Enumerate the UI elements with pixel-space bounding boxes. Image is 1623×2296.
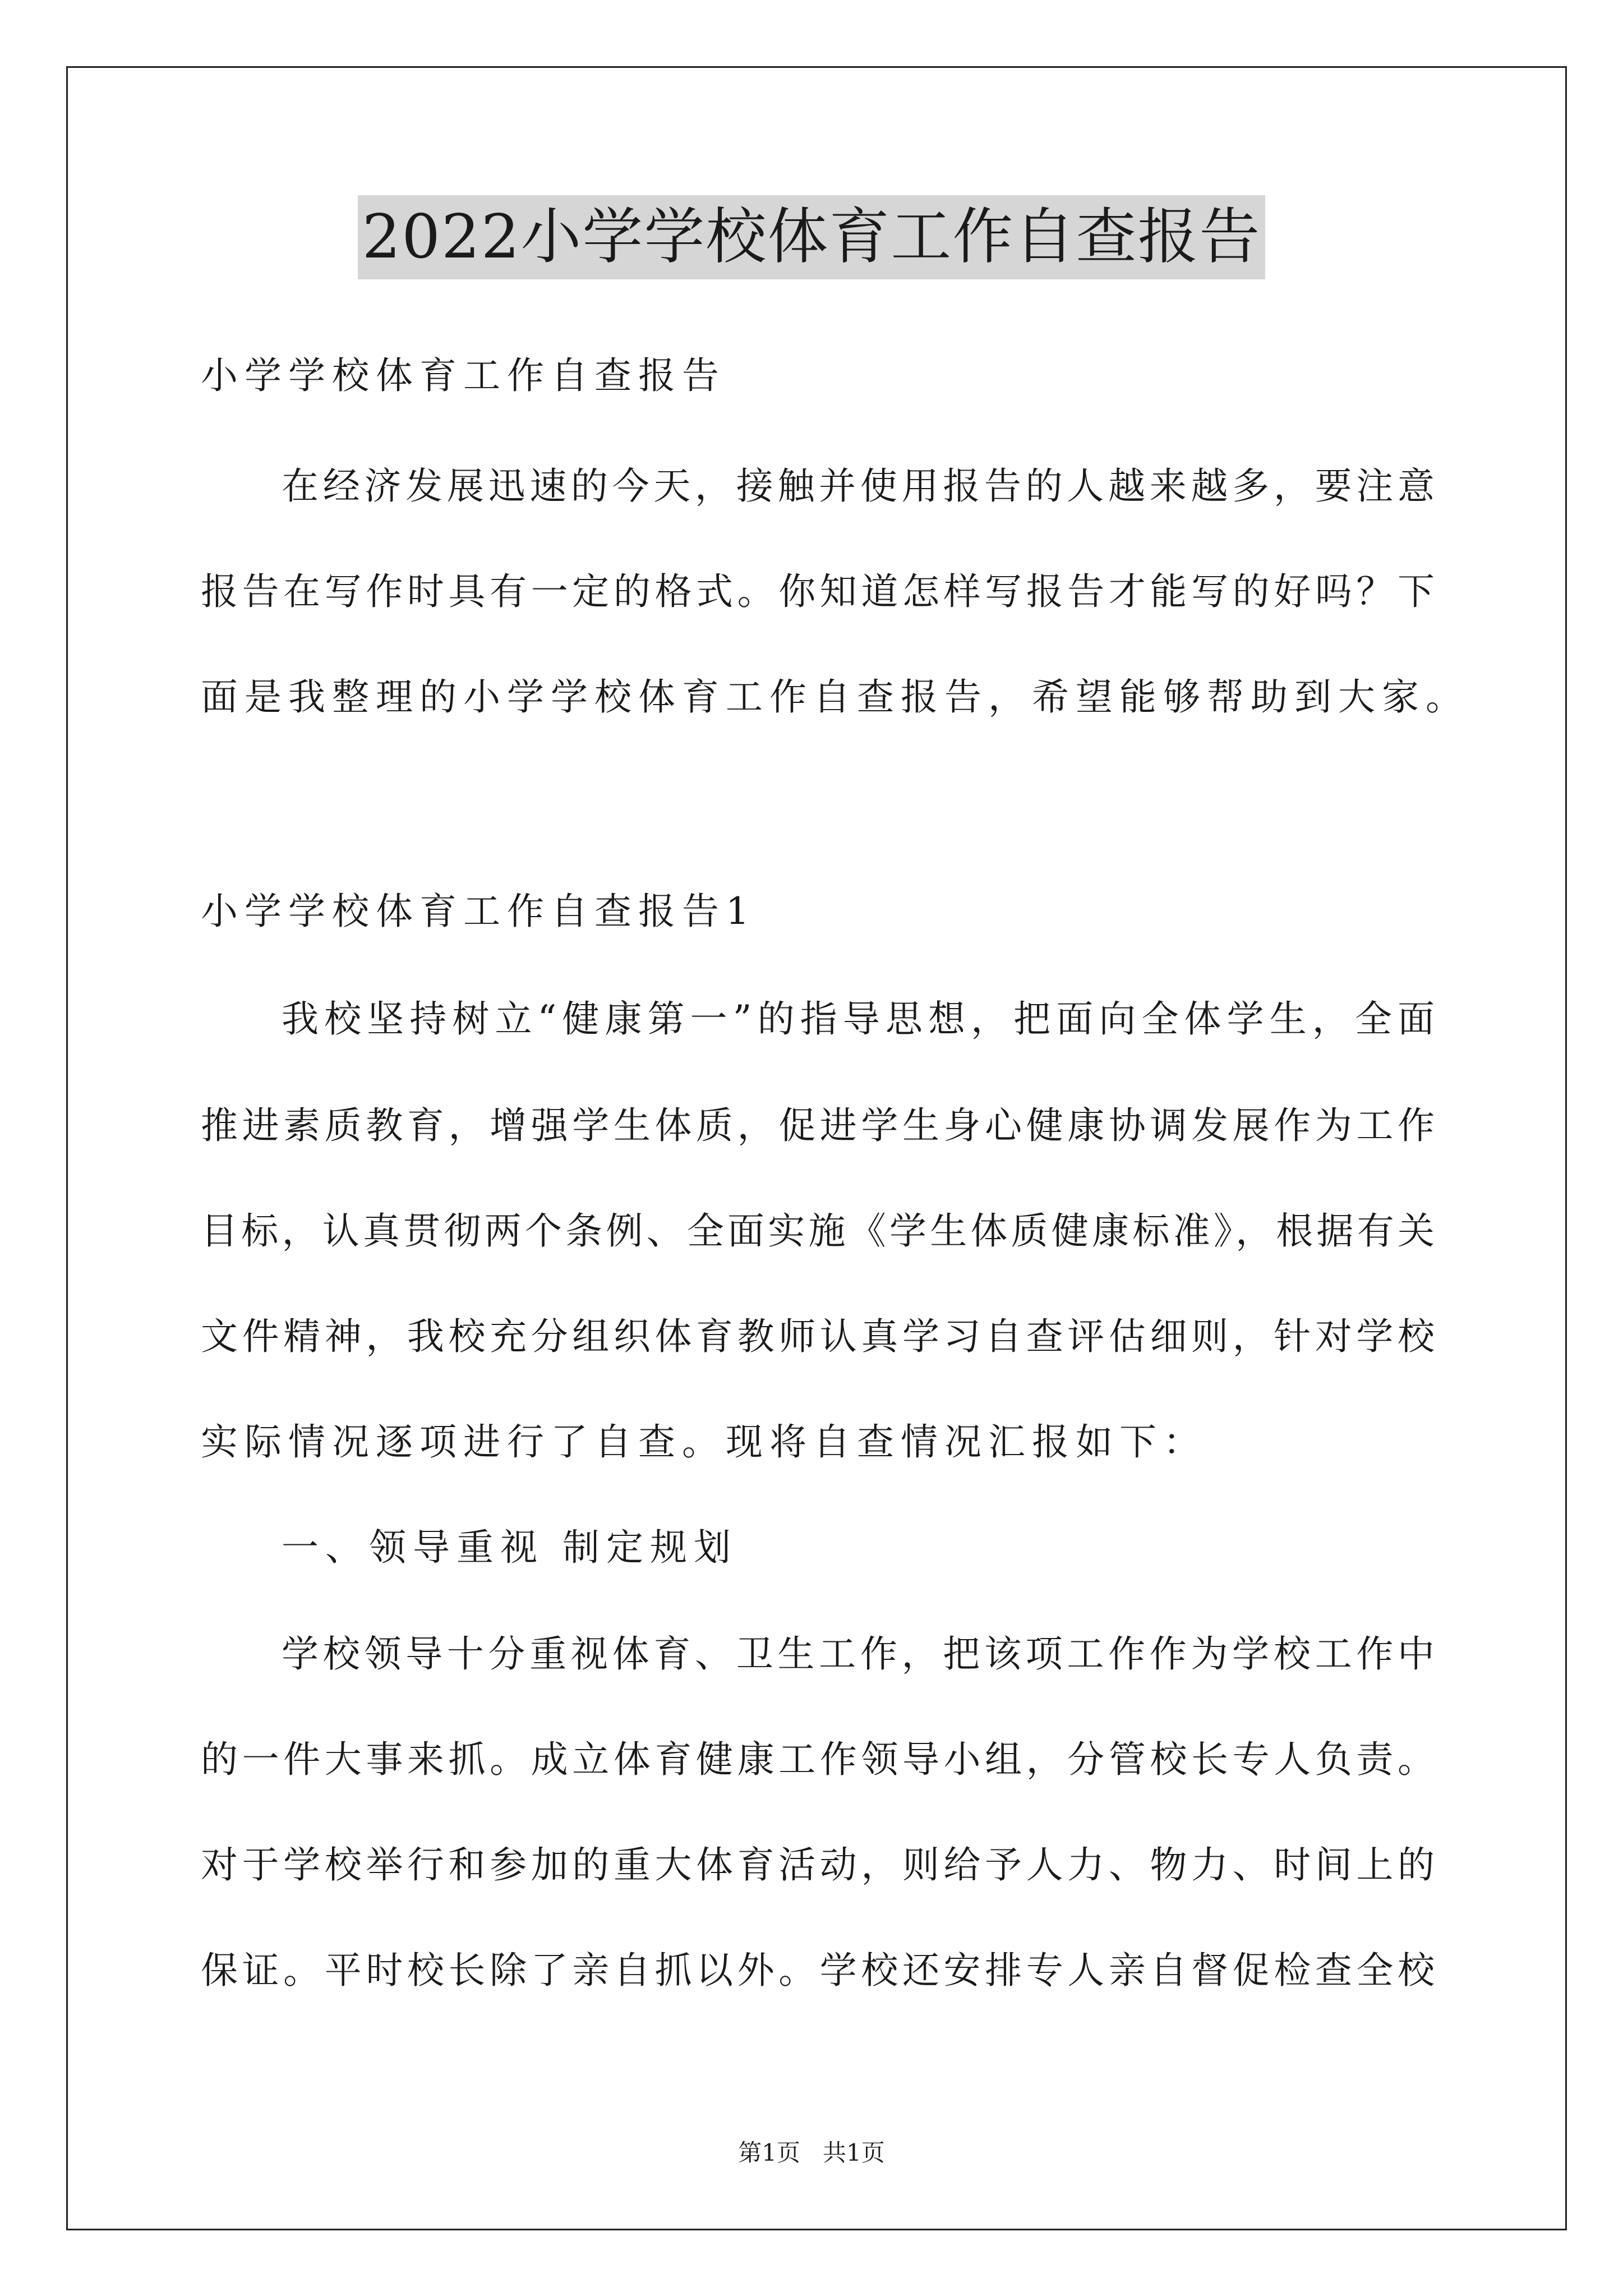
document-subtitle: 小学学校体育工作自查报告 [201,354,726,397]
paragraph-line: 推进素质教育，增强学生体质，促进学生身心健康协调发展作为工作 [201,1104,1435,1147]
paragraph-line: 学校领导十分重视体育、卫生工作，把该项工作作为学校工作中 [282,1632,1435,1676]
paragraph-line: 目标，认真贯彻两个条例、全面实施《学生体质健康标准》，根据有关 [201,1209,1435,1253]
paragraph-line: 报告在写作时具有一定的格式。你知道怎样写报告才能写的好吗？下 [201,570,1435,613]
document-title [0,195,1623,285]
paragraph-line: 文件精神，我校充分组织体育教师认真学习自查评估细则，针对学校 [201,1315,1435,1358]
paragraph-line: 对于学校举行和参加的重大体育活动，则给予人力、物力、时间上的 [201,1843,1435,1887]
paragraph-line: 实际情况逐项进行了自查。现将自查情况汇报如下： [201,1420,1207,1464]
subsection-heading: 一、领导重视 制定规划 [282,1526,737,1569]
document-title-text: 2022小学学校体育工作自查报告 [358,195,1266,279]
page-number: 第1页 共1页 [738,2139,885,2166]
paragraph-line: 面是我整理的小学学校体育工作自查报告，希望能够帮助到大家。 [201,675,1469,719]
paragraph-line: 我校坚持树立“健康第一”的指导思想，把面向全体学生，全面 [282,997,1435,1041]
paragraph-line: 在经济发展迅速的今天，接触并使用报告的人越来越多，要注意 [282,464,1435,508]
section-heading: 小学学校体育工作自查报告1 [201,890,756,933]
paragraph-line: 的一件大事来抓。成立体育健康工作领导小组，分管校长专人负责。 [201,1738,1435,1781]
paragraph-line: 保证。平时校长除了亲自抓以外。学校还安排专人亲自督促检查全校 [201,1949,1435,1992]
